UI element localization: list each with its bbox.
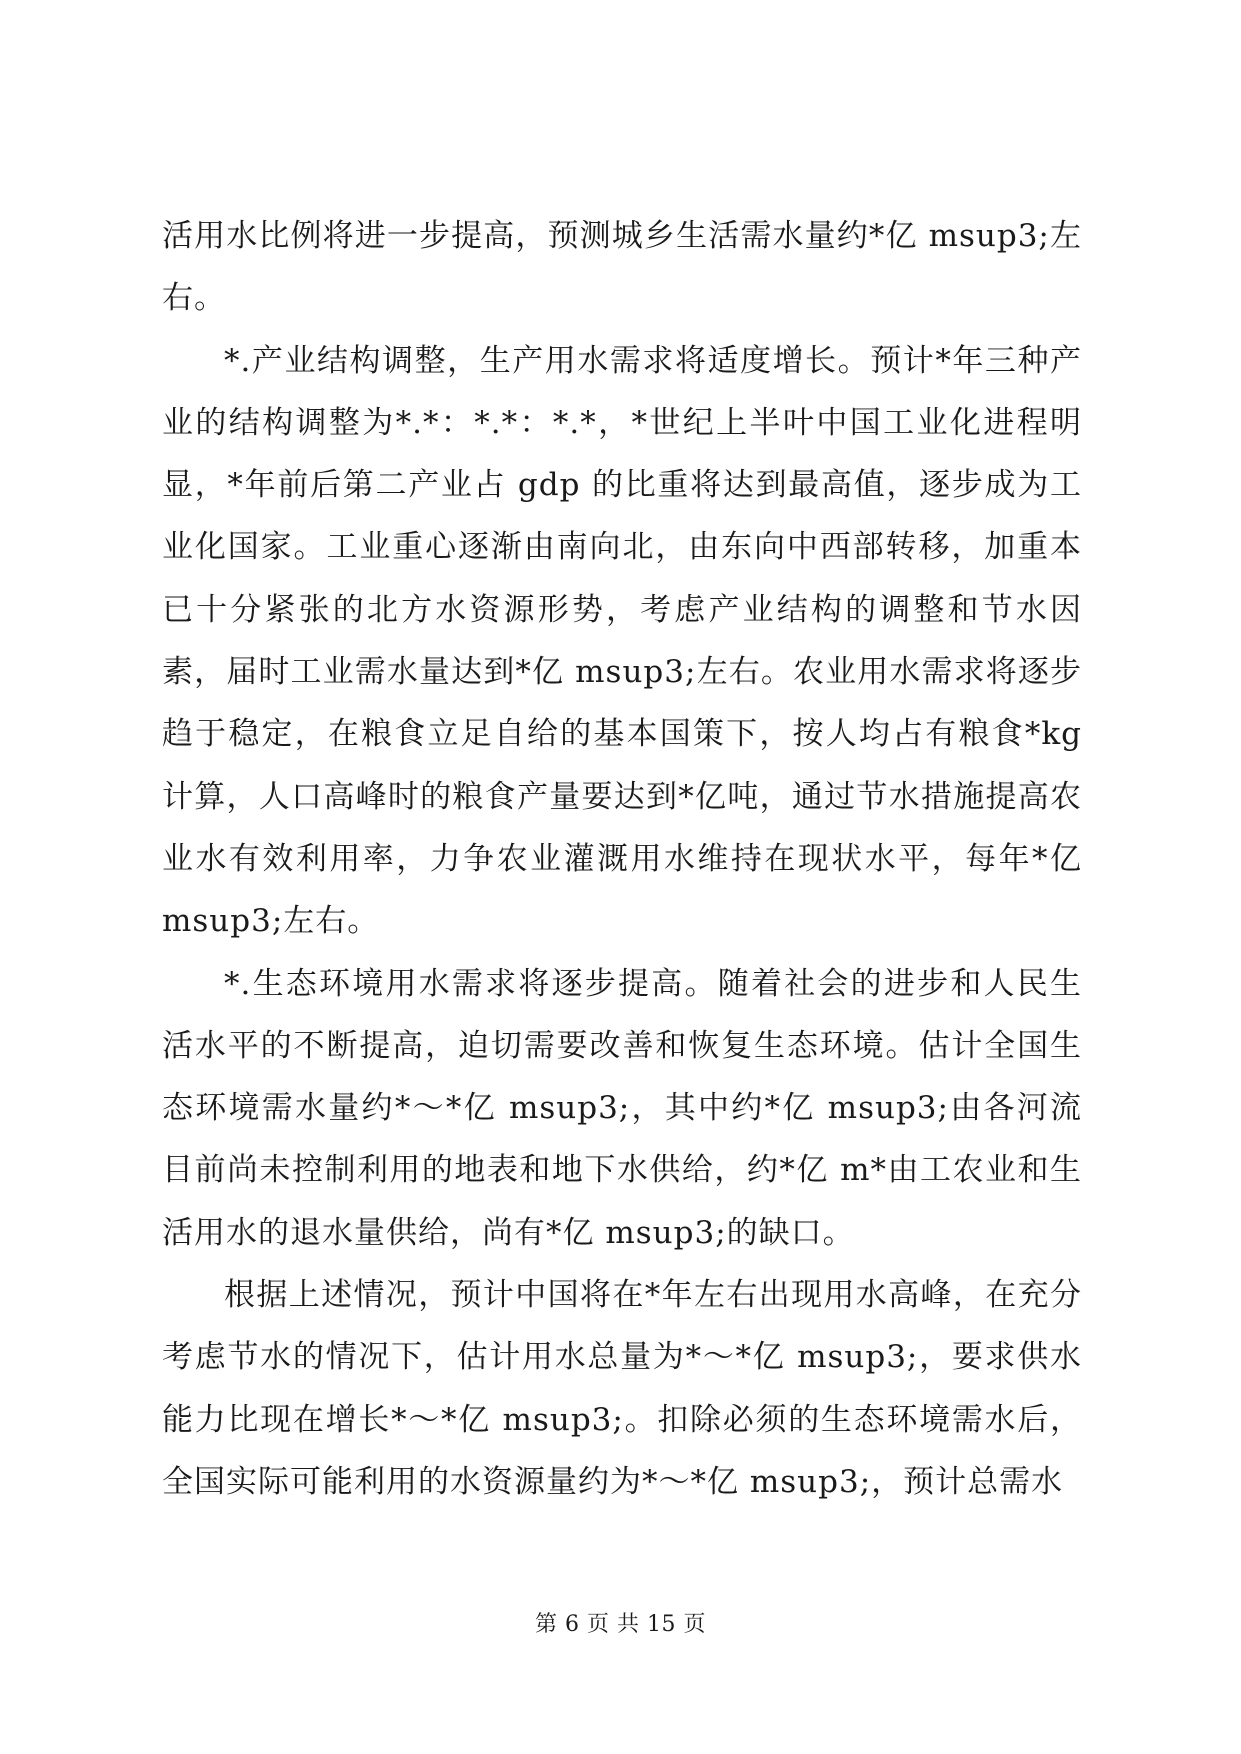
document-body (162, 205, 1082, 1513)
paragraph-ecology-water: *.生态环境用水需求将逐步提高。随着社会的进步和人民生活水平的不断提高，迫切需要改善和恢复生态环境。估计全国生态环境需水量约*～*亿 msup3;，其中约*亿 msup3;由各河流目前尚未控制利用的地表和地下水供给，约*亿 m*由工农业和生活用水的退水量供给，尚有*亿 msup3;的缺口。 (162, 965, 1082, 1251)
page-number-footer: 第 6 页 共 15 页 (535, 1612, 706, 1637)
paragraph-industry-structure: *.产业结构调整，生产用水需求将适度增长。预计*年三种产业的结构调整为*.*：*.*：*.*，*世纪上半叶中国工业化进程明显，*年前后第二产业占 gdp 的比重将达到最高值，逐步成为工业化国家。工业重心逐渐由南向北，由东向中西部转移，加重本已十分紧张的北方水资源形势，考虑产业结构的调整和节水因素，届时工业需水量达到*亿 msup3;左右。农业用水需求将逐步趋于稳定，在粮食立足自给的基本国策下，按人均占有粮食*kg 计算，人口高峰时的粮食产量要达到*亿吨，通过节水措施提高农业水有效利用率，力争农业灌溉用水维持在现状水平，每年*亿 msup3;左右。 (162, 342, 1082, 940)
paragraph-water-peak: 根据上述情况，预计中国将在*年左右出现用水高峰，在充分考虑节水的情况下，估计用水总量为*～*亿 msup3;，要求供水能力比现在增长*～*亿 msup3;。扣除必须的生态环境需水后，全国实际可能利用的水资源量约为*～*亿 msup3;，预计总需水 (162, 1277, 1082, 1500)
paragraph-continuation: 活用水比例将进一步提高，预测城乡生活需水量约*亿 msup3;左右。 (162, 218, 1082, 317)
